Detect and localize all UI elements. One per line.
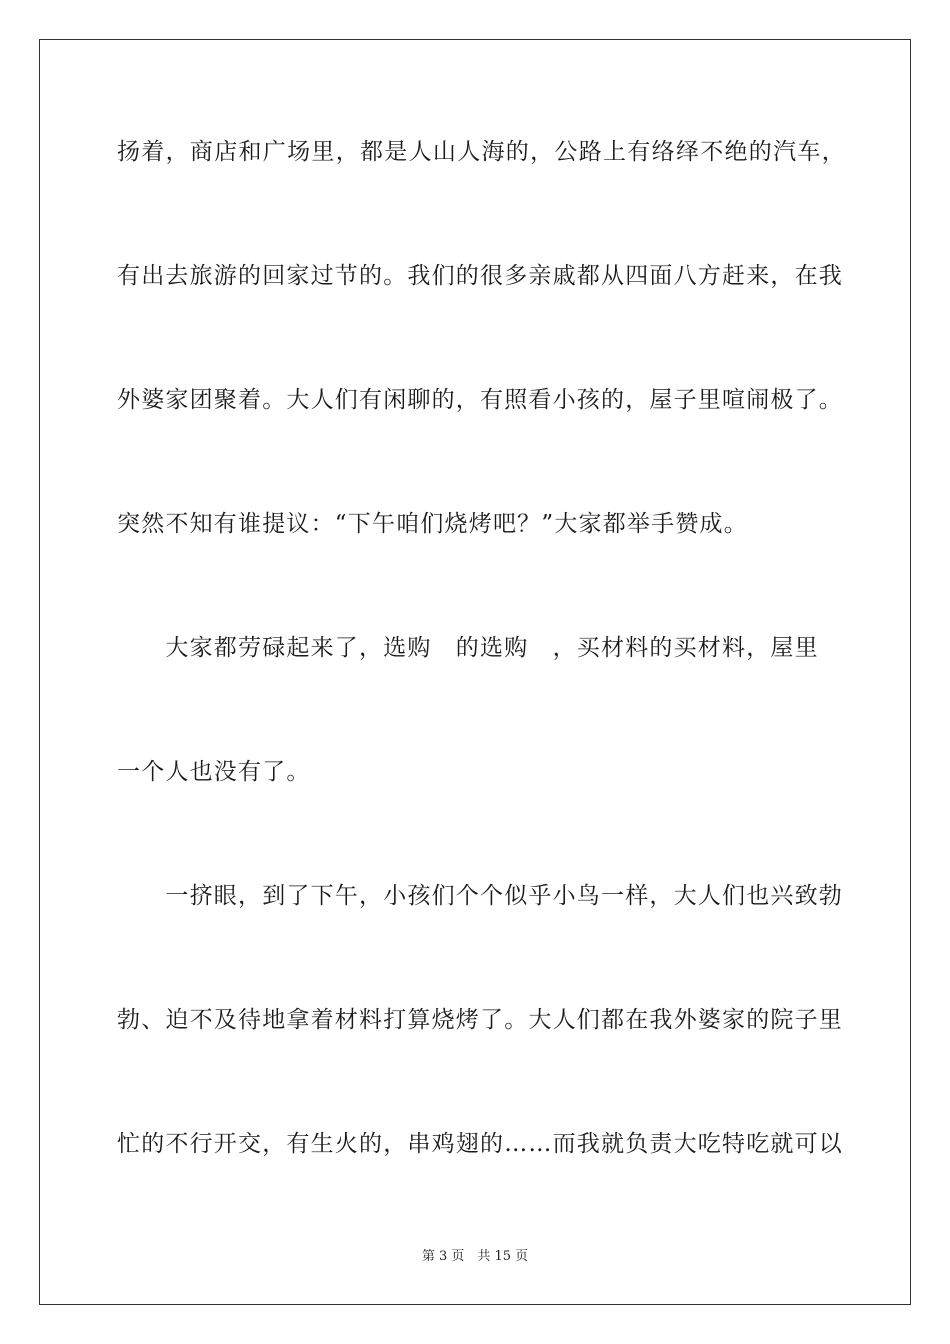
text-line: 一挤眼，到了下午，小孩们个个似乎小鸟一样，大人们也兴致勃 bbox=[117, 883, 843, 909]
text-line: 有出去旅游的回家过节的。我们的很多亲戚都从四面八方赶来，在我 bbox=[117, 263, 843, 289]
text-line: 突然不知有谁提议：“下午咱们烧烤吧？”大家都举手赞成。 bbox=[117, 511, 748, 537]
text-line: 大家都劳碌起来了，选购 的选购 ，买材料的买材料，屋里 bbox=[117, 635, 819, 661]
text-line: 扬着，商店和广场里，都是人山人海的，公路上有络绎不绝的汽车， bbox=[117, 139, 846, 165]
text-line: 忙的不行开交，有生火的，串鸡翅的……而我就负责大吃特吃就可以 bbox=[117, 1131, 843, 1157]
page-border bbox=[39, 39, 911, 1305]
text-line: 勃、迫不及待地拿着材料打算烧烤了。大人们都在我外婆家的院子里 bbox=[117, 1007, 843, 1033]
page-number: 第 3 页 共 15 页 bbox=[421, 1249, 529, 1264]
text-line: 外婆家团聚着。大人们有闲聊的，有照看小孩的，屋子里喧闹极了。 bbox=[117, 387, 843, 413]
text-line: 一个人也没有了。 bbox=[117, 759, 311, 785]
